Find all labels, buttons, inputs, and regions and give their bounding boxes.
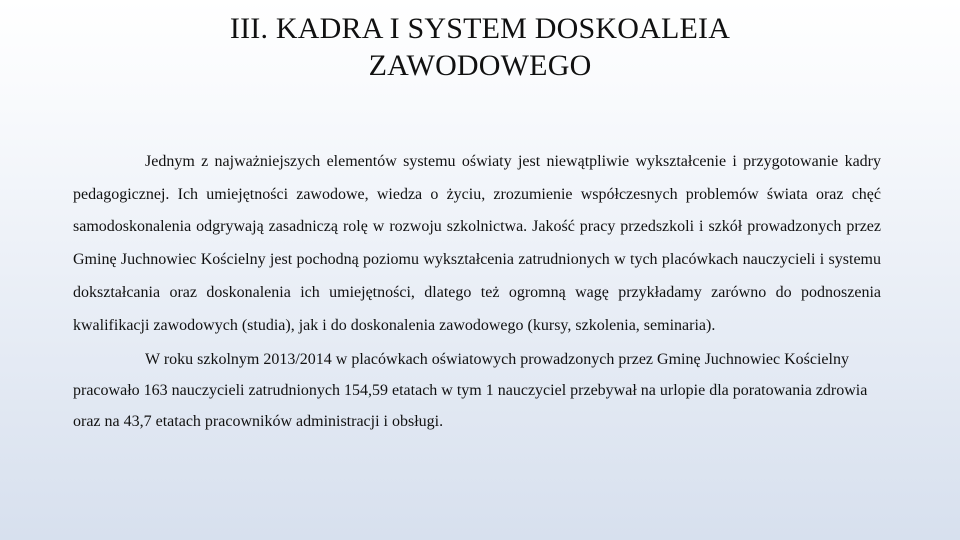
slide-title-line-1: III. KADRA I SYSTEM DOSKOALEIA [229, 12, 731, 45]
body-text [73, 146, 881, 437]
slide-title [140, 10, 820, 84]
slide-title-line-2: ZAWODOWEGO [368, 49, 592, 82]
paragraph-staff-statistics: W roku szkolnym 2013/2014 w placówkach oświatowych prowadzonych przez Gminę Juchnowiec Kościelny pracowało 163 nauczycieli zatrudnionych 154,59 etatach w tym 1 nauczyciel przebywał na urlopie dla poratowania zdrowia oraz na 43,7 etatach pracowników administracji i obsługi. [73, 351, 868, 431]
paragraph-teacher-qualifications: Jednym z najważniejszych elementów systemu oświaty jest niewątpliwie wykształcenie i przygotowanie kadry pedagogicznej. Ich umiejętności zawodowe, wiedza o życiu, zrozumienie współczesnych problemów świata oraz chęć samodoskonalenia odgrywają zasadniczą rolę w rozwoju szkolnictwa. Jakość pracy przedszkoli i szkół prowadzonych przez Gminę Juchnowiec Kościelny jest pochodną poziomu wykształcenia zatrudnionych w tych placówkach nauczycieli i systemu dokształcania oraz doskonalenia ich umiejętności, dlatego też ogromną wagę przykładamy zarówno do podnoszenia kwalifikacji zawodowych (studia), jak i do doskonalenia zawodowego (kursy, szkolenia, seminaria). [73, 153, 881, 334]
